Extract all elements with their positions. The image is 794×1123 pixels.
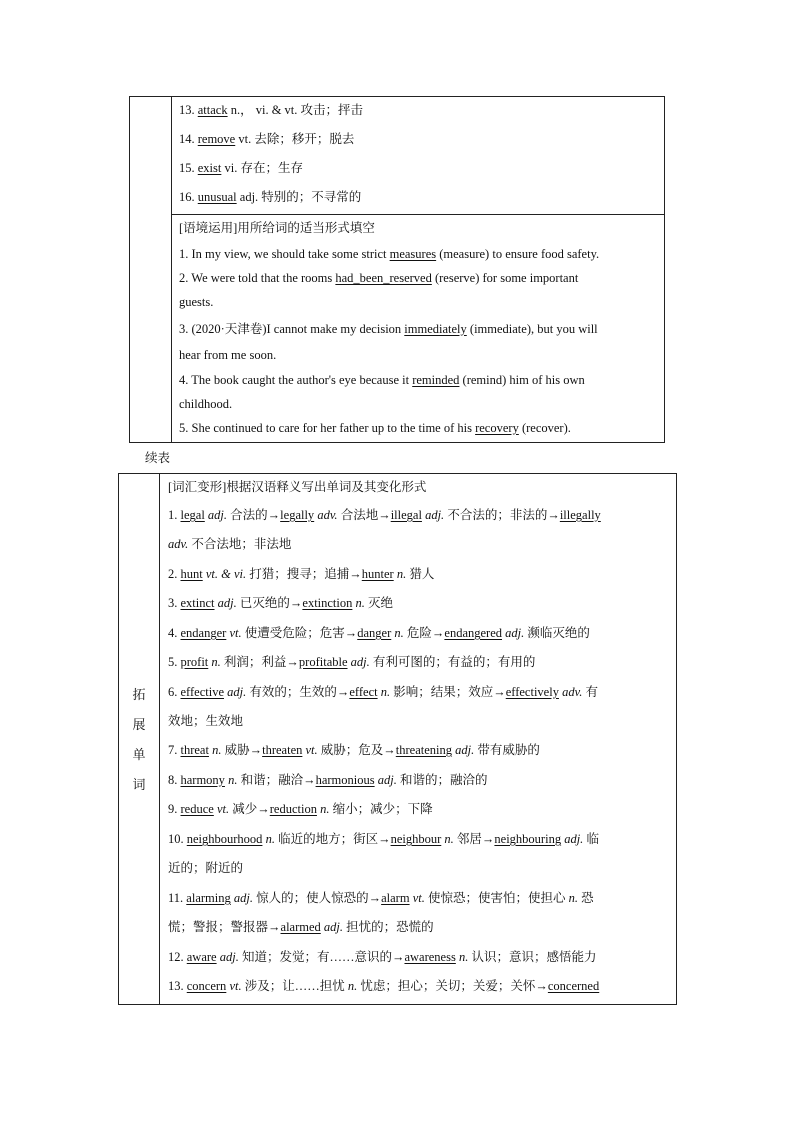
exercise-sentence-cont: hear from me soon. [179, 348, 277, 362]
side-label-char: 拓 [132, 687, 146, 702]
word-family-line: 7. threat n. 威胁→threaten vt. 威胁；危及→threatening adj. 带有威胁的 [168, 743, 540, 757]
exercise-sentence: 4. The book caught the author's eye because it reminded (remind) him of his own [179, 373, 585, 387]
column-divider [171, 97, 172, 442]
word-family-line: 9. reduce vt. 减少→reduction n. 缩小；减少；下降 [168, 802, 433, 816]
continued-caption: 续表 [145, 451, 171, 465]
word-family-line: 10. neighbourhood n. 临近的地方；街区→neighbour n. 邻居→neighbouring adj. 临 [168, 832, 599, 846]
word-entry: 13. attack n.， vi. & vt. 攻击；抨击 [179, 103, 364, 117]
word-family-line: 13. concern vt. 涉及；让……担忧 n. 忧虑；担心；关切；关爱；关怀→concerned [168, 979, 600, 993]
side-label-char: 词 [132, 777, 146, 792]
word-entry: 14. remove vt. 去除；移开；脱去 [179, 132, 355, 146]
vocabulary-table-2 [118, 473, 677, 1005]
word-entry: 15. exist vi. 存在；生存 [179, 161, 303, 175]
word-family-line: 11. alarming adj. 惊人的；使人惊恐的→alarm vt. 使惊恐；使害怕；使担心 n. 恐 [168, 891, 594, 905]
word-family-line: 近的；附近的 [168, 861, 244, 875]
exercise-sentence-cont: childhood. [179, 397, 233, 411]
row-divider [171, 214, 664, 215]
word-family-line: 6. effective adj. 有效的；生效的→effect n. 影响；结果；效应→effectively adv. 有 [168, 685, 598, 699]
side-label-char: 展 [132, 717, 146, 732]
word-family-line: 4. endanger vt. 使遭受危险；危害→danger n. 危险→endangered adj. 濒临灭绝的 [168, 626, 590, 640]
exercise-sentence: 3. (2020·天津卷)I cannot make my decision immediately (immediate), but you will [179, 322, 598, 336]
word-family-line: 5. profit n. 利润；利益→profitable adj. 有利可图的；有益的；有用的 [168, 655, 536, 669]
exercise-sentence-cont: guests. [179, 295, 214, 309]
section-heading: [语境运用]用所给词的适当形式填空 [179, 221, 375, 235]
side-label-char: 单 [132, 747, 146, 762]
word-family-line: 1. legal adj. 合法的→legally adv. 合法地→illegal adj. 不合法的；非法的→illegally [168, 508, 601, 522]
word-family-line: adv. 不合法地；非法地 [168, 537, 292, 551]
word-entry: 16. unusual adj. 特别的；不寻常的 [179, 190, 362, 204]
word-family-line: 效地；生效地 [168, 714, 244, 728]
section-heading: [词汇变形]根据汉语释义写出单词及其变化形式 [168, 480, 427, 494]
exercise-sentence: 1. In my view, we should take some strict measures (measure) to ensure food safety. [179, 247, 600, 261]
word-family-line: 12. aware adj. 知道；发觉；有……意识的→awareness n. 认识；意识；感悟能力 [168, 950, 597, 964]
vocabulary-table-1 [129, 96, 665, 443]
word-family-line: 8. harmony n. 和谐；融洽→harmonious adj. 和谐的；融洽的 [168, 773, 488, 787]
word-family-line: 3. extinct adj. 已灭绝的→extinction n. 灭绝 [168, 596, 394, 610]
column-divider [159, 474, 160, 1004]
word-family-line: 2. hunt vt. & vi. 打猎；搜寻；追捕→hunter n. 猎人 [168, 567, 435, 581]
exercise-sentence: 2. We were told that the rooms had_been_reserved (reserve) for some important [179, 271, 579, 285]
exercise-sentence: 5. She continued to care for her father up to the time of his recovery (recover). [179, 421, 571, 435]
word-family-line: 慌；警报；警报器→alarmed adj. 担忧的；恐慌的 [168, 920, 434, 934]
